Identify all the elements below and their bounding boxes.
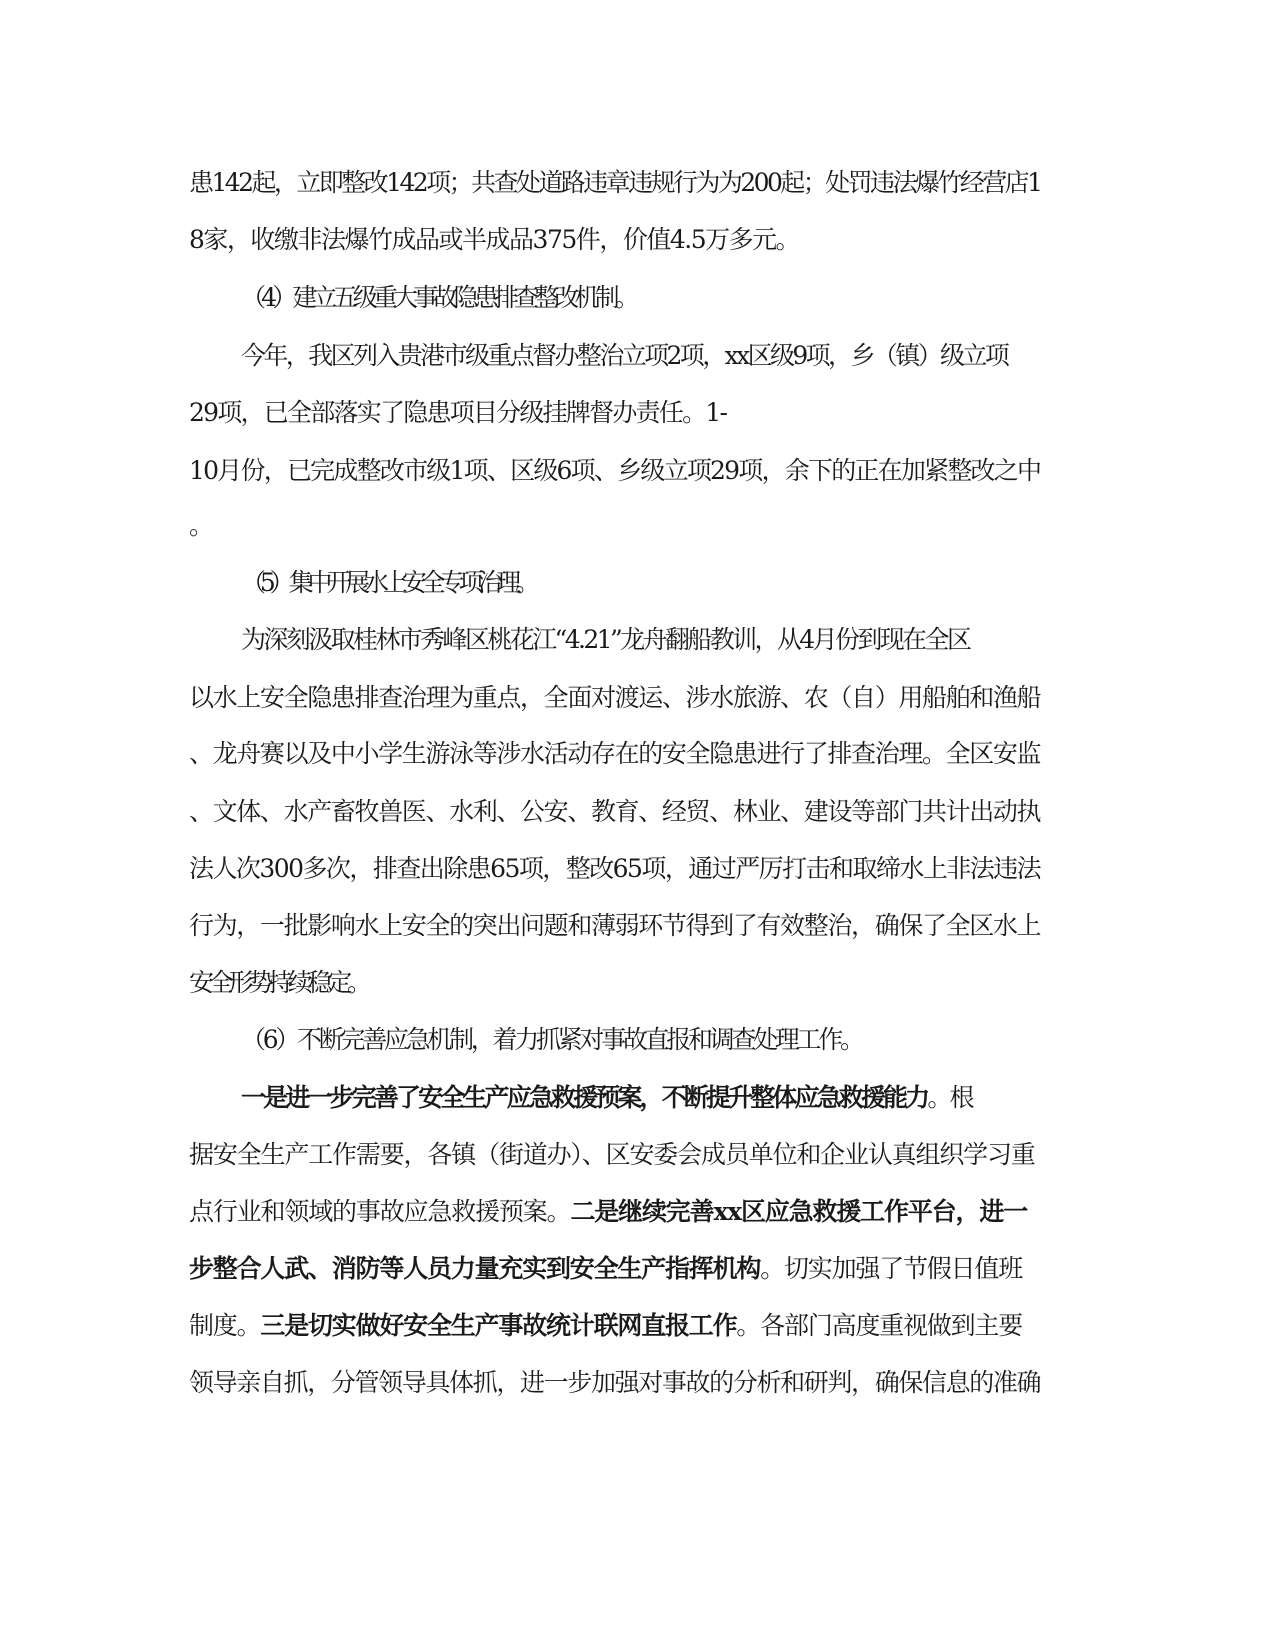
text-segment: 。切实加强了节假日值班	[760, 1254, 1023, 1283]
section-heading-6	[189, 1020, 1141, 1060]
text-line	[189, 163, 1089, 203]
text-line	[189, 1192, 1089, 1232]
text-segment: 10月份，已完成整改市级1项、区级6项、乡级立项29项，余下的正在加紧整改之中	[189, 456, 1041, 485]
text-line	[189, 393, 1089, 433]
text-segment: 法人次300多次，排查出除患65项，整改65项，通过严厉打击和取缔水上非法违法	[189, 854, 1041, 883]
text-line	[189, 1306, 1089, 1346]
text-line	[189, 620, 1141, 660]
text-segment: 制度。	[189, 1311, 261, 1340]
text-segment: 患142起，立即整改142项；共查处道路违章违规行为为200起；处罚违法爆竹经营店1	[189, 168, 1041, 197]
text-line	[189, 451, 1089, 491]
text-segment: 、龙舟赛以及中小学生游泳等涉水活动存在的安全隐患进行了排查治理。全区安监	[189, 739, 1041, 768]
section-heading-4	[189, 278, 1141, 318]
bold-segment: 二是继续完善xx区应急救援工作平台，进一	[570, 1197, 1028, 1226]
text-line	[189, 336, 1141, 376]
text-segment: 以水上安全隐患排查治理为重点，全面对渡运、涉水旅游、农（自）用船舶和渔船	[189, 683, 1041, 712]
text-line	[189, 792, 1089, 832]
text-segment: 领导亲自抓，分管领导具体抓，进一步加强对事故的分析和研判，确保信息的准确	[189, 1368, 1041, 1397]
text-line	[189, 849, 1089, 889]
text-line	[189, 906, 1089, 946]
text-line	[189, 220, 1089, 260]
text-segment: 。各部门高度重视做到主要	[736, 1311, 1023, 1340]
bold-segment: 步整合人武、消防等人员力量充实到安全生产指挥机构	[189, 1254, 761, 1283]
text-segment: 安全形势持续稳定。	[189, 968, 367, 997]
text-line	[189, 678, 1089, 718]
text-segment: 点行业和领域的事故应急救援预案。	[189, 1197, 571, 1226]
text-segment: （6）不断完善应急机制，着力抓紧对事故直报和调查处理工作。	[241, 1025, 862, 1054]
section-heading-5	[189, 563, 1141, 603]
text-line	[189, 1078, 1141, 1118]
text-segment: 、文体、水产畜牧兽医、水利、公安、教育、经贸、林业、建设等部门共计出动执	[189, 797, 1041, 826]
text-line	[189, 734, 1089, 774]
text-segment: 为深刻汲取桂林市秀峰区桃花江“4.21”龙舟翻船教训，从4月份到现在全区	[241, 625, 970, 654]
text-line	[189, 963, 1089, 1003]
text-segment: （5）集中开展水上安全专项治理。	[241, 568, 535, 597]
text-line	[189, 1249, 1089, 1289]
text-segment: （4）建立五级重大事故隐患排查整改机制。	[241, 283, 635, 312]
text-segment: 行为，一批影响水上安全的突出问题和薄弱环节得到了有效整治，确保了全区水上	[189, 911, 1041, 940]
text-line	[189, 1135, 1089, 1175]
text-segment: 今年，我区列入贵港市级重点督办整治立项2项，xx区级9项，乡（镇）级立项	[241, 341, 1008, 370]
bold-segment: 一是进一步完善了安全生产应急救援预案，不断提升整体应急救援能力	[241, 1083, 928, 1112]
text-line	[189, 1363, 1089, 1403]
bold-segment: 三是切实做好安全生产事故统计联网直报工作	[260, 1311, 737, 1340]
text-line	[189, 506, 1089, 546]
text-segment: 据安全生产工作需要，各镇（街道办）、区安委会成员单位和企业认真组织学习重	[189, 1140, 1035, 1169]
text-segment: 8家，收缴非法爆竹成品或半成品375件，价值4.5万多元。	[189, 225, 800, 254]
text-segment: 。根	[927, 1083, 972, 1112]
text-segment: 29项，已全部落实了隐患项目分级挂牌督办责任。1-	[189, 398, 727, 427]
